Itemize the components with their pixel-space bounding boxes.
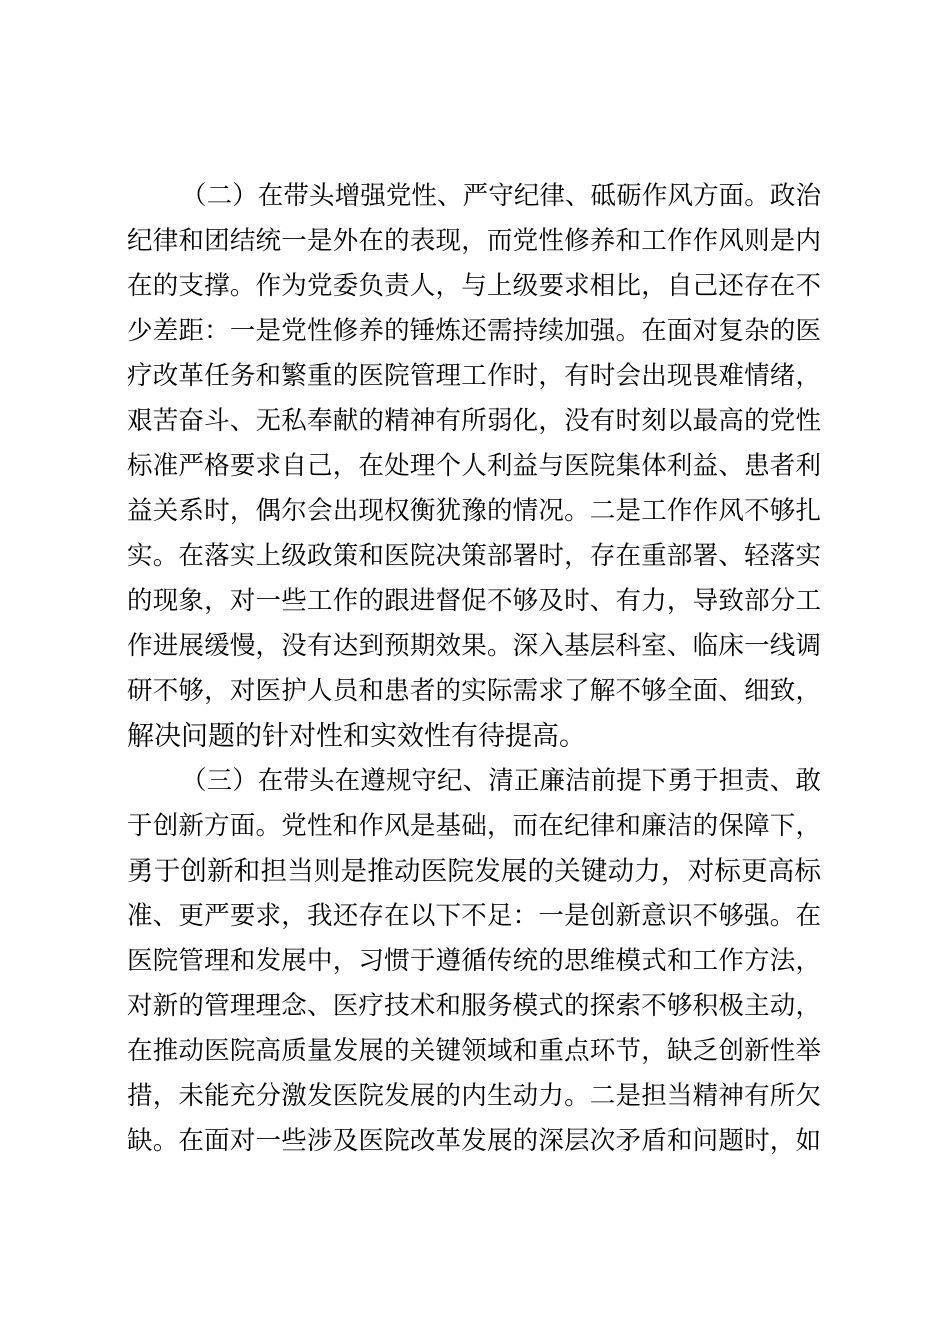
paragraph-1-line-13: 解决问题的针对性和实效性有待提高。 bbox=[127, 721, 586, 752]
paragraph-2-line-7: 在推动医院高质量发展的关键领域和重点环节，缺乏创新性举 bbox=[127, 1036, 821, 1066]
paragraph-2-line-5: 医院管理和发展中，习惯于遵循传统的思维模式和工作方法， bbox=[127, 946, 821, 976]
paragraph-1-line-7: 标准严格要求自己，在处理个人利益与医院集体利益、患者利 bbox=[127, 451, 821, 481]
paragraph-2-line-9: 缺。在面对一些涉及医院改革发展的深层次矛盾和问题时，如 bbox=[127, 1126, 821, 1156]
paragraph-1-line-8: 益关系时，偶尔会出现权衡犹豫的情况。二是工作作风不够扎 bbox=[127, 496, 821, 526]
paragraph-1-line-6: 艰苦奋斗、无私奉献的精神有所弱化，没有时刻以最高的党性 bbox=[127, 406, 821, 436]
paragraph-1-line-12: 研不够，对医护人员和患者的实际需求了解不够全面、细致， bbox=[127, 676, 821, 706]
paragraph-1-line-5: 疗改革任务和繁重的医院管理工作时，有时会出现畏难情绪， bbox=[127, 361, 821, 391]
paragraph-2-line-1: （三）在带头在遵规守纪、清正廉洁前提下勇于担责、敢 bbox=[181, 766, 821, 796]
paragraph-1-line-11: 作进展缓慢，没有达到预期效果。深入基层科室、临床一线调 bbox=[127, 631, 821, 661]
paragraph-1-line-2: 纪律和团结统一是外在的表现，而党性修养和工作作风则是内 bbox=[127, 226, 821, 256]
paragraph-2-line-6: 对新的管理理念、医疗技术和服务模式的探索不够积极主动， bbox=[127, 991, 821, 1021]
paragraph-1-line-4: 少差距：一是党性修养的锤炼还需持续加强。在面对复杂的医 bbox=[127, 316, 821, 346]
paragraph-2-line-2: 于创新方面。党性和作风是基础，而在纪律和廉洁的保障下， bbox=[127, 811, 821, 841]
paragraph-2-line-3: 勇于创新和担当则是推动医院发展的关键动力，对标更高标 bbox=[127, 856, 821, 887]
paragraph-1-line-9: 实。在落实上级政策和医院决策部署时，存在重部署、轻落实 bbox=[127, 541, 821, 571]
body-text bbox=[127, 174, 821, 1164]
paragraph-1-line-3: 在的支撑。作为党委负责人，与上级要求相比，自己还存在不 bbox=[127, 271, 821, 301]
paragraph-2-line-4: 准、更严要求，我还存在以下不足：一是创新意识不够强。在 bbox=[127, 901, 821, 931]
paragraph-1-line-1: （二）在带头增强党性、严守纪律、砥砺作风方面。政治 bbox=[181, 181, 821, 211]
paragraph-2-line-8: 措，未能充分激发医院发展的内生动力。二是担当精神有所欠 bbox=[127, 1081, 821, 1111]
paragraph-1-line-10: 的现象，对一些工作的跟进督促不够及时、有力，导致部分工 bbox=[127, 586, 821, 616]
